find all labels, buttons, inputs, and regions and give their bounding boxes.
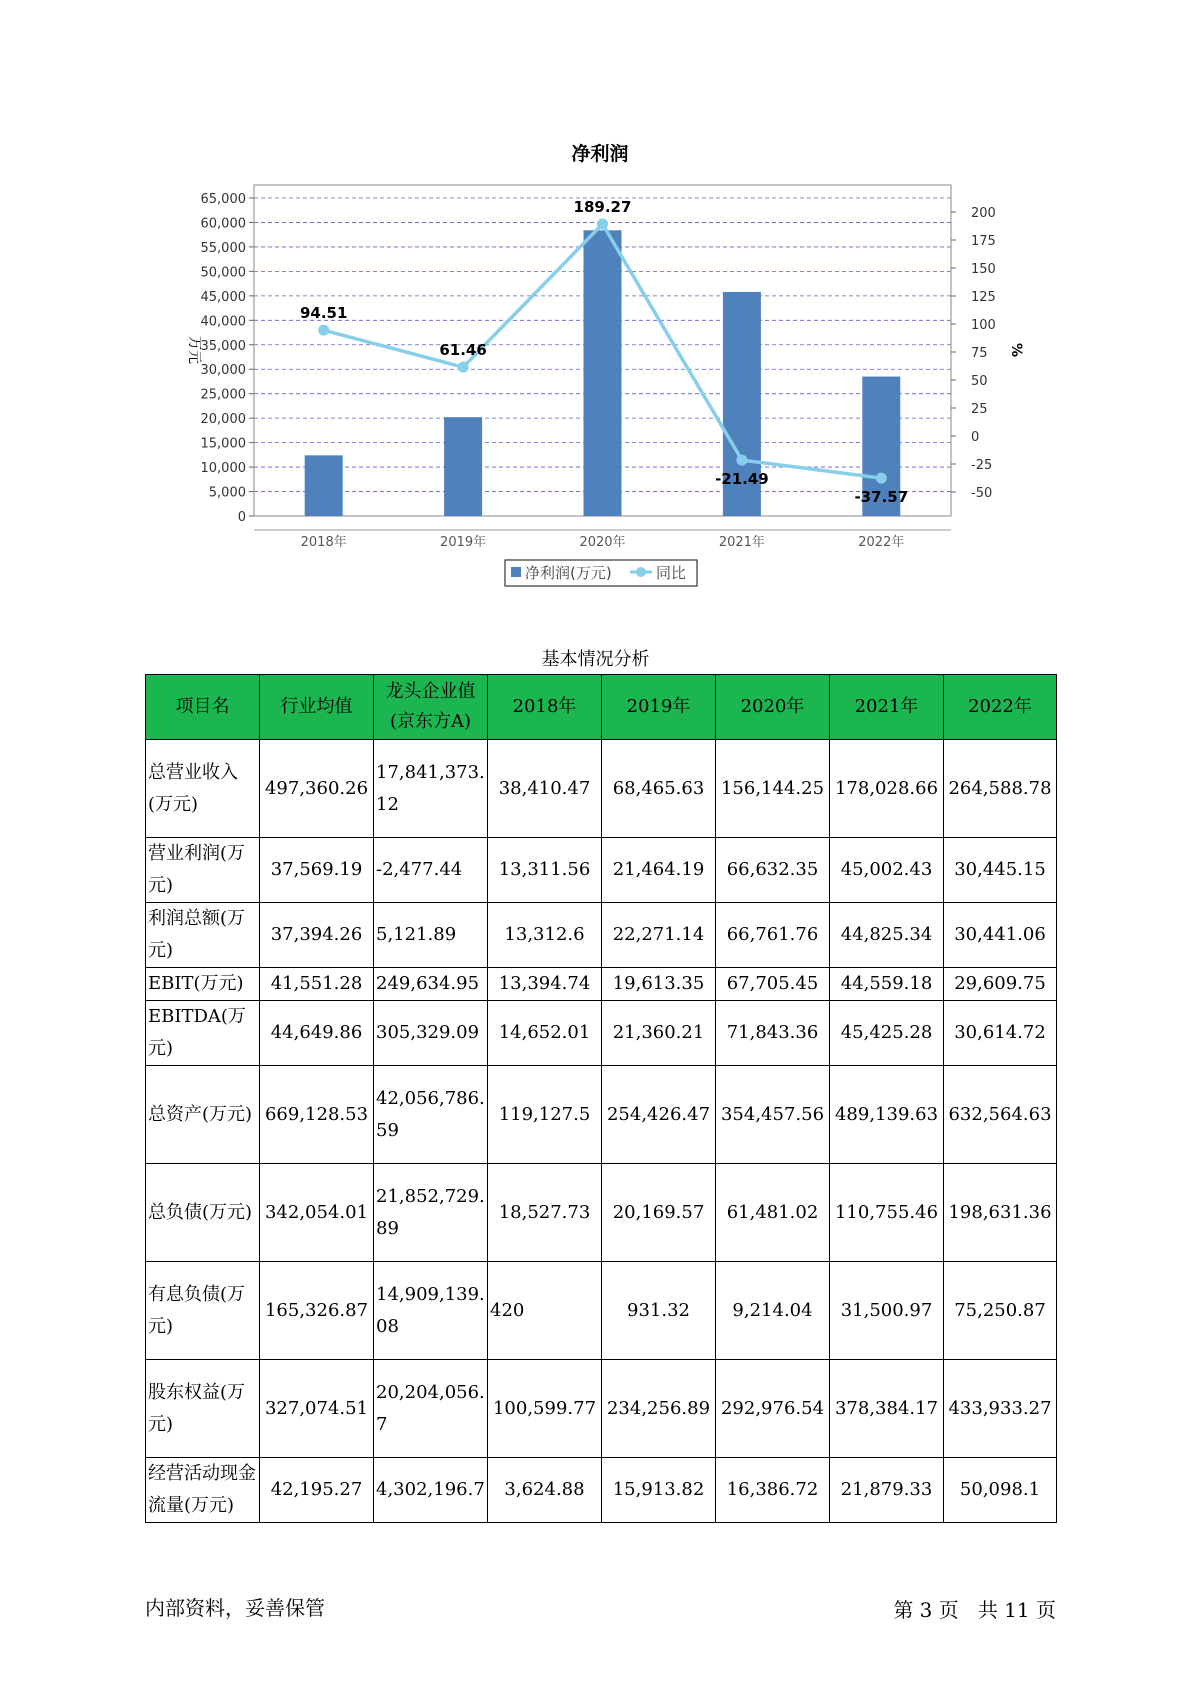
table-cell: 21,360.21 — [602, 1001, 716, 1066]
table-cell: 45,425.28 — [830, 1001, 944, 1066]
table-cell: 21,879.33 — [830, 1458, 944, 1523]
table-cell: 44,649.86 — [260, 1001, 374, 1066]
y2-tick-label: 75 — [971, 346, 988, 361]
table-cell: 669,128.53 — [260, 1066, 374, 1164]
row-label: EBITDA(万元) — [146, 1001, 260, 1066]
table-cell: 61,481.02 — [716, 1164, 830, 1262]
chart-legend — [505, 560, 697, 586]
table-cell: 119,127.5 — [488, 1066, 602, 1164]
table-cell: 9,214.04 — [716, 1262, 830, 1360]
y2-tick-label: 50 — [971, 374, 988, 389]
table-cell: 14,652.01 — [488, 1001, 602, 1066]
table-cell: 4,302,196.7 — [374, 1458, 488, 1523]
table-row — [146, 1262, 1057, 1360]
y2-tick-label: -50 — [971, 486, 993, 501]
table-cell: 305,329.09 — [374, 1001, 488, 1066]
column-header: 行业均值 — [260, 675, 374, 740]
table-cell: 433,933.27 — [944, 1360, 1057, 1458]
net-profit-chart — [0, 0, 1191, 600]
table-cell: 254,426.47 — [602, 1066, 716, 1164]
row-label: 经营活动现金流量(万元) — [146, 1458, 260, 1523]
table-cell: 67,705.45 — [716, 968, 830, 1001]
page-number: 第 3 页 共 11 页 — [893, 1598, 1056, 1622]
table-row — [146, 1001, 1057, 1066]
table-cell: 21,852,729.89 — [374, 1164, 488, 1262]
y-tick-label: 60,000 — [200, 216, 246, 232]
yoy-data-label: -21.49 — [715, 470, 769, 489]
x-tick-label: 2020年 — [579, 535, 626, 550]
y2-tick-label: 150 — [971, 262, 996, 277]
table-cell: 13,394.74 — [488, 968, 602, 1001]
table-cell: 100,599.77 — [488, 1360, 602, 1458]
yoy-point — [736, 455, 747, 466]
table-cell: 420 — [488, 1262, 602, 1360]
table-cell: 45,002.43 — [830, 838, 944, 903]
y-tick-label: 10,000 — [200, 461, 246, 477]
table-row — [146, 968, 1057, 1001]
table-cell: 37,569.19 — [260, 838, 374, 903]
x-tick-label: 2021年 — [718, 535, 765, 550]
table-cell: 264,588.78 — [944, 740, 1057, 838]
column-header: 2021年 — [830, 675, 944, 740]
row-label: 有息负债(万元) — [146, 1262, 260, 1360]
yoy-point — [597, 219, 608, 230]
confidential-note: 内部资料，妥善保管 — [145, 1596, 325, 1620]
row-label: 营业利润(万元) — [146, 838, 260, 903]
column-header: 2019年 — [602, 675, 716, 740]
y2-tick-label: 125 — [971, 290, 996, 305]
row-label: 总营业收入(万元) — [146, 740, 260, 838]
table-cell: 66,761.76 — [716, 903, 830, 968]
y2-tick-label: 175 — [971, 234, 996, 249]
table-cell: 17,841,373.12 — [374, 740, 488, 838]
table-row — [146, 1164, 1057, 1262]
y-tick-label: 65,000 — [200, 192, 246, 207]
legend-bar-swatch — [511, 567, 521, 577]
column-header: 2022年 — [944, 675, 1057, 740]
table-cell: 20,204,056.7 — [374, 1360, 488, 1458]
table-cell: 19,613.35 — [602, 968, 716, 1001]
y2-axis-label: % — [1008, 342, 1024, 358]
table-cell: 41,551.28 — [260, 968, 374, 1001]
y-tick-label: 15,000 — [200, 436, 246, 452]
table-cell: 5,121.89 — [374, 903, 488, 968]
table-cell: 13,312.6 — [488, 903, 602, 968]
table-cell: 18,527.73 — [488, 1164, 602, 1262]
legend-line-marker — [636, 567, 646, 577]
yoy-point — [876, 473, 887, 484]
column-header: 龙头企业值 (京东方A) — [374, 675, 488, 740]
y-tick-label: 20,000 — [200, 412, 246, 428]
table-cell: 71,843.36 — [716, 1001, 830, 1066]
y2-tick-label: 0 — [971, 430, 980, 445]
y2-tick-label: 200 — [971, 206, 996, 221]
y2-tick-label: -25 — [971, 458, 993, 473]
table-cell: 20,169.57 — [602, 1164, 716, 1262]
x-tick-label: 2022年 — [858, 535, 905, 550]
table-cell: 42,056,786.59 — [374, 1066, 488, 1164]
bar — [305, 455, 343, 516]
y-tick-label: 50,000 — [200, 265, 246, 281]
row-label: 总资产(万元) — [146, 1066, 260, 1164]
y-tick-label: 5,000 — [208, 485, 246, 501]
table-cell: 378,384.17 — [830, 1360, 944, 1458]
table-cell: 38,410.47 — [488, 740, 602, 838]
y-tick-label: 0 — [237, 510, 246, 525]
table-cell: 234,256.89 — [602, 1360, 716, 1458]
yoy-data-label: 94.51 — [299, 304, 348, 323]
table-cell: 489,139.63 — [830, 1066, 944, 1164]
table-cell: 13,311.56 — [488, 838, 602, 903]
table-row — [146, 1066, 1057, 1164]
table-cell: 110,755.46 — [830, 1164, 944, 1262]
table-cell: 292,976.54 — [716, 1360, 830, 1458]
column-header: 2018年 — [488, 675, 602, 740]
table-cell: 165,326.87 — [260, 1262, 374, 1360]
legend-line-label: 同比 — [656, 564, 687, 582]
x-tick-label: 2019年 — [440, 535, 487, 550]
basic-analysis-table — [145, 674, 1057, 1523]
chart-title: 净利润 — [571, 143, 629, 165]
table-cell: 68,465.63 — [602, 740, 716, 838]
y-tick-label: 55,000 — [200, 240, 246, 256]
bar — [584, 230, 622, 516]
table-row — [146, 740, 1057, 838]
row-label: 利润总额(万元) — [146, 903, 260, 968]
table-caption: 基本情况分析 — [541, 649, 650, 670]
table-cell: 37,394.26 — [260, 903, 374, 968]
y2-tick-label: 100 — [971, 318, 996, 333]
table-cell: 156,144.25 — [716, 740, 830, 838]
table-cell: 249,634.95 — [374, 968, 488, 1001]
column-header: 项目名 — [146, 675, 260, 740]
yoy-data-label: 61.46 — [439, 341, 487, 360]
table-cell: 30,445.15 — [944, 838, 1057, 903]
yoy-point — [318, 325, 329, 336]
table-cell: 342,054.01 — [260, 1164, 374, 1262]
table-cell: 66,632.35 — [716, 838, 830, 903]
table-cell: 50,098.1 — [944, 1458, 1057, 1523]
table-cell: 44,559.18 — [830, 968, 944, 1001]
bar — [444, 417, 482, 516]
y2-tick-label: 25 — [971, 402, 988, 417]
row-label: EBIT(万元) — [146, 968, 260, 1001]
table-cell: 42,195.27 — [260, 1458, 374, 1523]
table-row — [146, 1360, 1057, 1458]
table-cell: 632,564.63 — [944, 1066, 1057, 1164]
column-header: 2020年 — [716, 675, 830, 740]
table-cell: 75,250.87 — [944, 1262, 1057, 1360]
table-row — [146, 1458, 1057, 1523]
table-cell: 178,028.66 — [830, 740, 944, 838]
table-cell: 497,360.26 — [260, 740, 374, 838]
table-cell: 31,500.97 — [830, 1262, 944, 1360]
table-cell: 30,441.06 — [944, 903, 1057, 968]
table-cell: 354,457.56 — [716, 1066, 830, 1164]
yoy-data-label: -37.57 — [854, 488, 909, 507]
row-label: 股东权益(万元) — [146, 1360, 260, 1458]
table-row — [146, 838, 1057, 903]
table-cell: 30,614.72 — [944, 1001, 1057, 1066]
table-cell: 16,386.72 — [716, 1458, 830, 1523]
table-cell: -2,477.44 — [374, 838, 488, 903]
table-row — [146, 903, 1057, 968]
table-cell: 931.32 — [602, 1262, 716, 1360]
legend-bar-label: 净利润(万元) — [525, 564, 612, 582]
table-cell: 29,609.75 — [944, 968, 1057, 1001]
y-tick-label: 30,000 — [200, 363, 246, 379]
table-cell: 22,271.14 — [602, 903, 716, 968]
yoy-data-label: 189.27 — [573, 198, 632, 217]
table-cell: 21,464.19 — [602, 838, 716, 903]
y-tick-label: 40,000 — [200, 314, 246, 330]
x-tick-label: 2018年 — [300, 535, 347, 550]
table-cell: 198,631.36 — [944, 1164, 1057, 1262]
table-cell: 15,913.82 — [602, 1458, 716, 1523]
table-cell: 3,624.88 — [488, 1458, 602, 1523]
table-cell: 14,909,139.08 — [374, 1262, 488, 1360]
y-tick-label: 35,000 — [200, 338, 246, 354]
y-tick-label: 25,000 — [200, 387, 246, 403]
table-cell: 327,074.51 — [260, 1360, 374, 1458]
row-label: 总负债(万元) — [146, 1164, 260, 1262]
y-tick-label: 45,000 — [200, 289, 246, 305]
yoy-point — [458, 362, 469, 373]
y-axis-label: 万元 — [186, 336, 202, 364]
table-cell: 44,825.34 — [830, 903, 944, 968]
